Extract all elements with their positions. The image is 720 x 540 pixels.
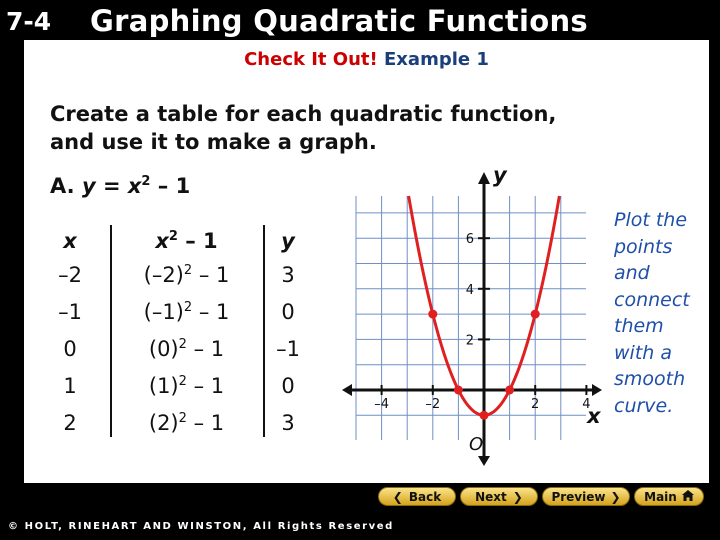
table-expr-base: (–2) [143, 263, 184, 287]
chevron-right-icon: ❯ [512, 489, 523, 504]
table-cell-expression [114, 263, 259, 287]
equation-variable: x [127, 174, 142, 198]
header-bar [0, 0, 720, 44]
chevron-left-icon: ❮ [392, 489, 403, 504]
navigation-bar [0, 483, 720, 511]
graph-axes [342, 172, 602, 466]
check-it-out-label: Check It Out! [244, 49, 378, 70]
part-letter: A. [50, 174, 75, 198]
back-button-label: Back [408, 489, 442, 504]
example-label: Example 1 [384, 49, 489, 70]
content-panel [24, 40, 709, 483]
x-tick-label: –4 [374, 397, 389, 412]
side-note-line: them [614, 315, 664, 337]
plotted-point [531, 310, 540, 319]
back-button[interactable] [378, 487, 456, 506]
origin-label: O [469, 434, 484, 455]
next-button-label: Next [475, 489, 507, 504]
table-cell-x: –2 [58, 263, 82, 287]
x-axis-arrow-right [592, 384, 602, 396]
lesson-title: Graphing Quadratic Functions [90, 4, 588, 38]
example-heading [24, 49, 709, 70]
chevron-right-icon: ❯ [610, 489, 621, 504]
main-button-label: Main [644, 489, 677, 504]
table-header-expr-variable: x [155, 229, 169, 253]
table-cell-expression [114, 300, 259, 324]
table-cell-y: 3 [281, 263, 295, 287]
equation-equals: = [95, 174, 128, 198]
instruction-line-2: and use it to make a graph. [50, 130, 377, 154]
y-axis-label: y [493, 168, 507, 187]
table-cell-x: 0 [63, 337, 77, 361]
home-icon [682, 490, 694, 504]
table-expr-rest: – 1 [186, 374, 225, 398]
table-cell-x: 2 [63, 411, 77, 435]
table-expr-base: (0) [148, 337, 179, 361]
table-expr-rest: – 1 [186, 337, 225, 361]
lesson-number: 7-4 [6, 7, 52, 36]
y-tick-label: 2 [465, 333, 474, 349]
parabola-graph [336, 168, 608, 468]
table-expr-rest: – 1 [192, 300, 230, 324]
equation-lhs: y [81, 174, 96, 198]
table-expr-base: (–1) [143, 300, 184, 324]
table-header-expr-exponent: 2 [168, 229, 178, 244]
side-note-line: and [614, 262, 650, 284]
x-tick-label: –2 [425, 397, 441, 412]
plotted-point [428, 310, 437, 319]
table-expr-exponent: 2 [183, 263, 193, 278]
table-cell-expression [114, 411, 259, 435]
side-note-line: curve. [614, 394, 674, 417]
x-axis-label: x [587, 404, 601, 428]
table-header-expression [114, 229, 259, 253]
table-header-y: y [281, 229, 295, 253]
table-expr-exponent: 2 [178, 374, 187, 389]
graph-ticks [374, 232, 590, 412]
side-note-line: smooth [614, 368, 686, 390]
x-tick-label: 4 [582, 397, 591, 412]
next-button[interactable] [460, 487, 538, 506]
plotted-point [480, 411, 489, 420]
table-expr-exponent: 2 [183, 300, 193, 315]
table-divider-left [110, 225, 112, 437]
side-note [614, 207, 706, 419]
plotted-point [454, 386, 463, 395]
preview-button[interactable] [542, 487, 630, 506]
side-note-line: with a [614, 341, 672, 364]
equation-exponent: 2 [141, 174, 151, 189]
table-header-expr-rest: – 1 [177, 229, 218, 253]
table-expr-base: (2) [148, 411, 179, 435]
table-expr-exponent: 2 [178, 411, 187, 426]
table-cell-expression [114, 337, 259, 361]
equation-rest: – 1 [150, 174, 191, 198]
preview-button-label: Preview [551, 489, 606, 504]
main-button[interactable] [634, 487, 704, 506]
table-cell-x: –1 [58, 300, 82, 324]
x-axis-arrow-left [342, 384, 352, 396]
table-expr-base: (1) [148, 374, 179, 398]
value-table [24, 225, 324, 437]
side-note-line: points [614, 235, 673, 258]
table-cell-expression [114, 374, 259, 398]
table-cell-y: 3 [281, 411, 295, 435]
side-note-line: connect [614, 288, 690, 311]
y-tick-label: 4 [465, 282, 474, 298]
x-tick-label: 2 [531, 397, 540, 412]
plotted-point [505, 386, 514, 395]
y-axis-arrow-up [478, 172, 490, 184]
table-cell-y: –1 [276, 337, 300, 361]
instruction-line-1: Create a table for each quadratic function, [50, 102, 557, 126]
y-tick-label: 6 [465, 232, 474, 248]
y-axis-arrow-down [478, 456, 490, 466]
part-a-equation [50, 168, 190, 200]
table-expr-rest: – 1 [192, 263, 230, 287]
table-expr-rest: – 1 [186, 411, 225, 435]
table-cell-x: 1 [63, 374, 77, 398]
table-header-x: x [63, 229, 77, 253]
copyright-text: © HOLT, RINEHART AND WINSTON, All Rights Reserved [8, 521, 394, 532]
footer [0, 514, 720, 540]
table-cell-y: 0 [281, 374, 295, 398]
side-note-line: Plot the [614, 209, 688, 231]
table-expr-exponent: 2 [178, 337, 187, 352]
table-cell-y: 0 [281, 300, 295, 324]
table-divider-right [263, 225, 265, 437]
